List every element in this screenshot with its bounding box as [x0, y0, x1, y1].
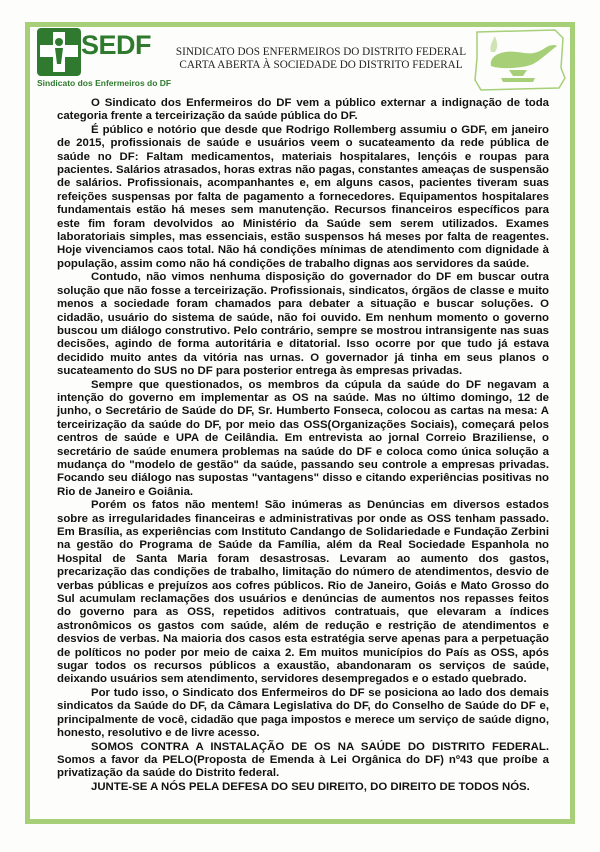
paragraph-sucateamento: É público e notório que desde que Rodrigo Rollemberg assumiu o GDF, em janeiro de 2015, profissionais de saúde e usuários veem o sucateamento da rede pública de saúde no DF: Faltam medicamentos, materiais hospitalares, lençóis e roupas para pacientes. Salários atrasados, horas extras não pagas, constantes ameaças de suspensão de salários. Profissionais, acompanhantes e, em alguns casos, pacientes tiveram suas refeições suspensas por falta de pagamento a fornecedores. Equipamentos hospitalares fundamentais estão há meses sem manutenção. Recursos financeiros específicos para este fim foram devolvidos ao Ministério da Saúde sem serem utilizados. Exames laboratoriais simples, mas essenciais, estão suspensos há meses por falta de reagentes. Hoje vivenciamos caos total. Não há condições mínimas de atendimento com dignidade à população, assim como não há condições de trabalho dignas aos servidores da saúde.: [57, 123, 549, 270]
open-letter-title: CARTA ABERTA À SOCIEDADE DO DISTRITO FEDERAL: [179, 59, 463, 71]
nursing-lamp-icon: [471, 28, 567, 92]
paragraph-terceirizacao: Contudo, não vimos nenhuma disposição do governador do DF em buscar outra solução que não fosse a terceirização. Profissionais, sindicatos, órgãos de classe e muito menos a sociedade foram chamados para debater a situação e buscar soluções. O cidadão, usuário do sistema de saúde, não foi ouvido. Em nenhum momento o governo buscou um diálogo construtivo. Pelo contrário, sempre se mostrou intransigente nas suas decisões, agindo de forma autoritária e ditatorial. Isso ocorre por que tudo já estava decidido muito antes da vitória nas urnas. O governador já tinha em seus planos o sucateamento do SUS no DF para posterior entrega às empresas privadas.: [57, 271, 549, 378]
paragraph-secretario: Sempre que questionados, os membros da cúpula da saúde do DF negavam a intenção do governo em implementar as OS na saúde. Mas no último domingo, 12 de junho, o Secretário de Saúde do DF, Sr. Humberto Fonseca, colocou as cartas na mesa: A terceirização da saúde do DF, por meio das OSS(Organizações Sociais), começará pelos centros de saúde e UPA de Ceilândia. Em entrevista ao jornal Correio Braziliense, o secretário de saúde enumera problemas na saúde do DF e coloca como única solução a mudança do "modelo de gestão" da saúde, passando seu controle a empresas privadas. Focando seu diálogo nas supostas "vantagens" disso e citando experiências positivas no Rio de Janeiro e Goiânia.: [57, 378, 549, 498]
logo-name: SEDF: [81, 30, 152, 60]
union-title: SINDICATO DOS ENFERMEIROS DO DISTRITO FEDERAL: [175, 46, 467, 58]
paragraph-intro: O Sindicato dos Enfermeiros do DF vem a público externar a indignação de toda categoria frente a terceirização da saúde pública do DF.: [57, 97, 549, 123]
logo-subtitle: Sindicato dos Enfermeiros do DF: [37, 78, 172, 88]
letter-header: [33, 28, 567, 92]
paragraph-junte-se: JUNTE-SE A NÓS PELA DEFESA DO SEU DIREITO, DO DIREITO DE TODOS NÓS.: [91, 780, 530, 793]
nurse-cross-logo-icon: [37, 28, 81, 76]
paragraph-contra-os: SOMOS CONTRA A INSTALAÇÃO DE OS NA SAÚDE DO DISTRITO FEDERAL. Somos a favor da PELO(Proposta de Emenda à Lei Orgânica do DF) nº43 que proíbe a privatização da saúde do Distrito federal.: [57, 740, 549, 780]
paragraph-posicionamento: Por tudo isso, o Sindicato dos Enfermeiros do DF se posiciona ao lado dos demais sindicatos da Saúde do DF, da Câmara Legislativa do DF, do Conselho de Saúde do DF e, principalmente de você, cidadão que paga impostos e merece um serviço de saúde digno, honesto, resolutivo e de livre acesso.: [57, 686, 549, 740]
paragraph-fatos: Porém os fatos não mentem! São inúmeras as Denúncias em diversos estados sobre as irregularidades financeiras e administrativas por onde as OSS tenham passado. Em Brasília, as experiências com Instituto Candango de Solidariedade e Fundação Zerbini na gestão do Programa de Saúde da Família, além da Real Sociedade Espanhola no Hospital de Santa Maria foram desastrosas. Levaram ao aumento dos gastos, precarização das condições de trabalho, limitação do número de atendimentos, desvio de verbas públicas e prejuízos aos cofres públicos. Rio de Janeiro, Goiás e Mato Grosso do Sul acumulam reclamações dos usuários e denúncias de aumentos nos repasses feitos do governo para as OSS, repetidos aditivos contratuais, que elevaram a índices astronômicos os gastos com saúde, além de redução e restrição de atendimentos e desvios de verbas. Na maioria dos casos esta estratégia serve apenas para a perpetuação de políticos no poder por meio de caixa 2. Em muitos municípios do País as OSS, após sugar todos os recursos públicos a exaustão, abandonaram os serviços de saúde, deixando usuários sem atendimento, servidores desempregados e o estado quebrado.: [57, 499, 549, 686]
sedf-logo: [33, 28, 183, 92]
letter-body: [57, 97, 549, 794]
letter-titles: [171, 46, 471, 72]
